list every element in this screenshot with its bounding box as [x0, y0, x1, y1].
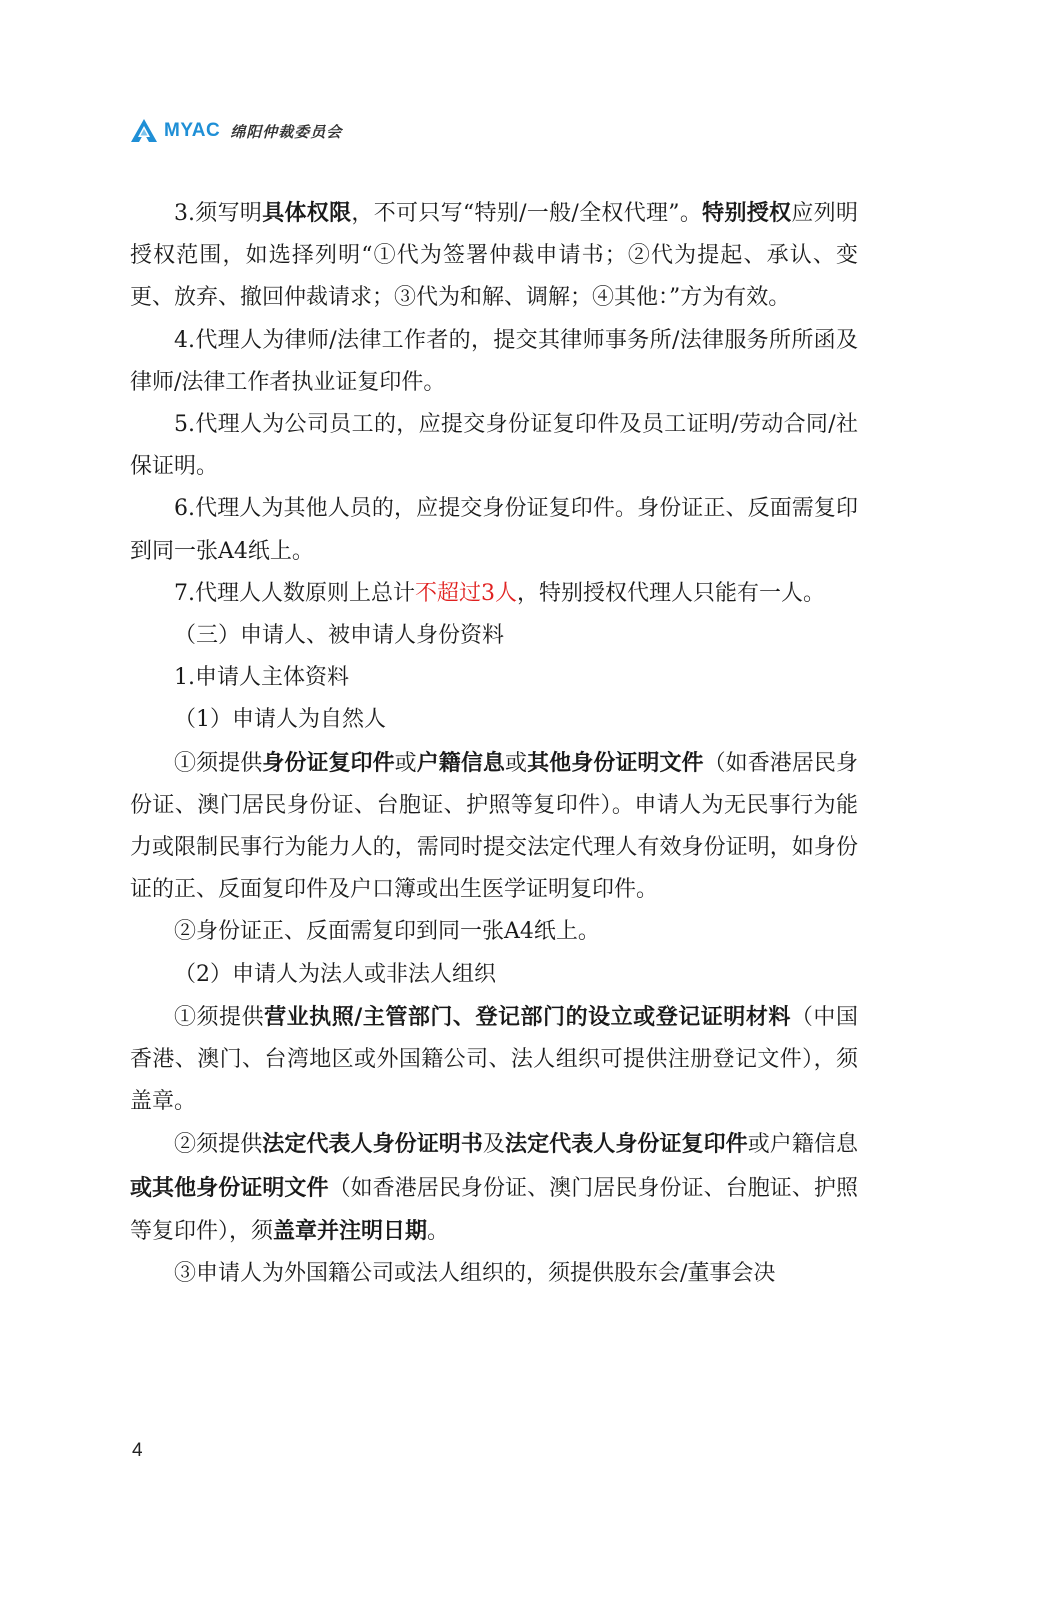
subsection-heading	[130, 657, 858, 699]
text-run: 或户籍信息	[747, 1132, 858, 1158]
bold-text: 具体权限	[262, 200, 352, 226]
text-run: （中国香港、澳门、台湾地区或外国籍公司、法人组织可提供注册登记文件），须盖章。	[130, 1004, 858, 1115]
text-run: 应列明授权范围，如选择列明“①代为签署仲裁申请书；②代为提起、承认、变更、放弃、撤回仲裁请求；③代为和解、调解；④其他：”方为有效。	[130, 201, 858, 311]
text-run: ，特别授权代理人只能有一人。	[517, 580, 826, 606]
paragraph	[130, 573, 858, 615]
text-run: 或	[505, 750, 528, 776]
text-run: 5.代理人为公司员工的，应提交身份证复印件及员工证明/劳动合同/社保证明。	[130, 412, 858, 480]
text-run: （三）申请人、被申请人身份资料	[174, 623, 505, 649]
org-name: 绵阳仲裁委员会	[230, 122, 343, 141]
text-run: 4.代理人为律师/法律工作者的，提交其律师事务所/法律服务所所函及律师/法律工作者执业证复印件。	[130, 327, 858, 395]
text-run: ②须提供	[174, 1132, 263, 1158]
paragraph	[130, 488, 858, 572]
text-run: 6.代理人为其他人员的，应提交身份证复印件。身份证正、反面需复印到同一张A4纸上。	[130, 496, 858, 564]
brand-abbr: MYAC	[164, 120, 221, 141]
bold-text: 特别授权	[702, 200, 792, 226]
paragraph	[130, 1253, 858, 1295]
text-run: （1）申请人为自然人	[174, 707, 386, 733]
paragraph	[130, 996, 858, 1124]
text-run: 或	[394, 750, 417, 776]
section-heading	[130, 615, 858, 657]
paragraph	[130, 404, 858, 488]
text-run: （2）申请人为法人或非法人组织	[174, 961, 496, 987]
subsection-heading	[130, 954, 858, 996]
text-run: ①须提供	[174, 750, 263, 776]
paragraph	[130, 1123, 858, 1253]
page-header	[130, 116, 342, 146]
text-run: ①须提供	[174, 1004, 265, 1030]
paragraph	[130, 192, 858, 320]
document-body	[130, 192, 858, 1295]
bold-text: 法定代表人身份证复印件	[505, 1131, 748, 1158]
text-run: 1.申请人主体资料	[174, 665, 349, 691]
text-run: （如香港居民身份证、澳门居民身份证、台胞证、护照等复印件），须	[130, 1175, 858, 1244]
bold-text: 户籍信息	[416, 749, 505, 776]
bold-text: 法定代表人身份证明书	[262, 1131, 483, 1158]
bold-text: 身份证复印件	[262, 749, 395, 776]
subsection-heading	[130, 699, 858, 741]
myac-logo-icon	[130, 117, 158, 145]
text-run: 3.须写明	[174, 201, 263, 226]
text-run: ，不可只写“特别/一般/全权代理”。	[351, 201, 703, 226]
text-run: ③申请人为外国籍公司或法人组织的，须提供股东会/董事会决	[174, 1261, 776, 1287]
text-run: 7.代理人人数原则上总计	[174, 580, 415, 606]
text-run: （如香港居民身份证、澳门居民身份证、台胞证、护照等复印件）。申请人为无民事行为能力或限制民事行为能力人的，需同时提交法定代理人有效身份证明，如身份证的正、反面复印件及户口簿或出生医学证明复印件。	[130, 750, 858, 903]
text-run: 。	[427, 1218, 450, 1244]
text-run: ②身份证正、反面需复印到同一张A4纸上。	[174, 919, 600, 945]
page-number: 4	[132, 1440, 143, 1461]
text-run: 及	[482, 1132, 505, 1158]
bold-text: 盖章并注明日期	[273, 1217, 428, 1244]
paragraph	[130, 911, 858, 953]
bold-text: 或其他身份证明文件	[130, 1174, 329, 1201]
highlight-text: 不超过3人	[415, 580, 517, 606]
paragraph	[130, 742, 858, 912]
paragraph	[130, 320, 858, 404]
bold-text: 营业执照/主管部门、登记部门的设立或登记证明材料	[264, 1003, 791, 1030]
bold-text: 其他身份证明文件	[527, 749, 704, 776]
